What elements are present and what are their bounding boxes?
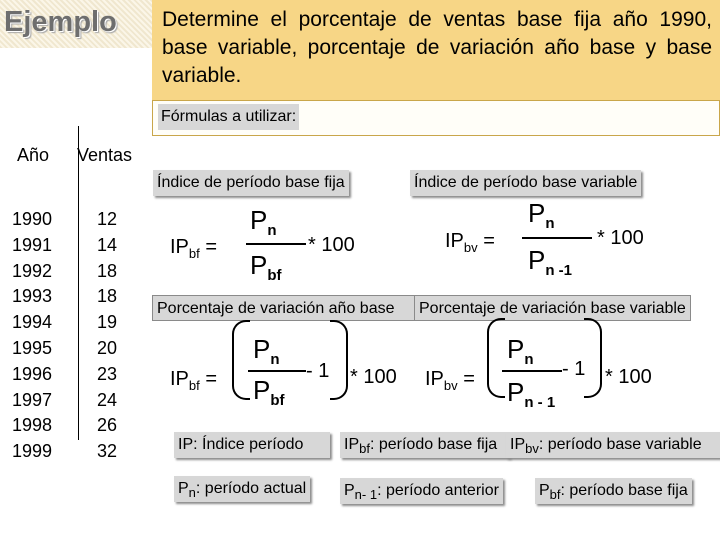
- pbf-denominator: $P_{bf}$: [253, 375, 285, 410]
- year-cell: 1999: [12, 441, 53, 462]
- legend-ip: IP: Índice período: [174, 432, 330, 458]
- sales-cell: 12: [97, 209, 118, 229]
- right-paren: [584, 318, 602, 398]
- sales-cell: 20: [97, 337, 118, 358]
- year-cell: 1996: [12, 363, 53, 384]
- times-100: * 100: [605, 366, 652, 388]
- fraction-bar: [246, 243, 306, 245]
- legend-pn: $P_n$: período actual: [174, 476, 310, 502]
- variable-index-heading: Índice de período base variable: [410, 170, 641, 196]
- pn-numerator: $P_n$: [507, 334, 534, 369]
- pn-numerator: $P_n$: [253, 334, 280, 369]
- right-paren: [330, 320, 348, 400]
- times-100: * 100: [308, 234, 355, 256]
- pct-variable-heading: Porcentaje de variación base variable: [414, 295, 691, 321]
- sales-cell: 19: [97, 312, 118, 333]
- page-title: Ejemplo: [4, 6, 117, 38]
- years-column: [12, 207, 62, 465]
- pct-fixed-heading: Porcentaje de variación año base: [152, 295, 417, 321]
- year-cell: 1998: [12, 415, 53, 436]
- sales-column: [97, 207, 127, 465]
- year-cell: 1995: [12, 337, 53, 358]
- year-cell: 1994: [12, 312, 53, 333]
- legend-ipbv: $IP_{bv}$: período base variable: [506, 432, 720, 458]
- sales-cell: 23: [97, 363, 118, 384]
- sales-cell: 24: [97, 389, 118, 410]
- legend-pn1: $P_{n- 1}$: período anterior: [340, 478, 503, 504]
- ipbf-lhs: $IP_{bf}$ =: [170, 236, 217, 261]
- pbf-denominator: $P_{bf}$: [250, 250, 282, 285]
- year-header: Año: [17, 145, 50, 165]
- year-cell: 1993: [12, 286, 53, 307]
- ipbv-lhs: $IP_{bv}$ =: [425, 368, 475, 393]
- times-100: * 100: [597, 227, 644, 249]
- year-cell: 1990: [12, 209, 53, 229]
- instruction-text: Determine el porcentaje de ventas base fija año 1990, base variable, porcentaje de variación año base y base variable.: [152, 0, 720, 100]
- sales-header: Ventas: [77, 145, 133, 165]
- year-cell: 1997: [12, 389, 53, 410]
- minus-one: - 1: [562, 358, 586, 380]
- fraction-bar: [502, 370, 562, 372]
- sales-cell: 18: [97, 260, 118, 281]
- sales-cell: 14: [97, 234, 118, 255]
- ipbv-lhs: $IP_{bv}$ =: [445, 230, 495, 255]
- sales-cell: 32: [97, 441, 118, 462]
- sales-cell: 18: [97, 286, 118, 307]
- left-paren: [232, 320, 250, 400]
- times-100: * 100: [350, 366, 397, 388]
- formulas-label: Fórmulas a utilizar:: [158, 104, 299, 130]
- ipbf-lhs: $IP_{bf}$ =: [170, 368, 217, 393]
- fixed-index-heading: Índice de período base fija: [153, 170, 349, 196]
- sales-cell: 26: [97, 415, 118, 436]
- legend-ipbf: $IP_{bf}$: período base fija: [340, 432, 510, 458]
- year-cell: 1992: [12, 260, 53, 281]
- minus-one: - 1: [306, 360, 330, 382]
- year-cell: 1991: [12, 234, 53, 255]
- pn1-denominator: $P_{n - 1}$: [507, 377, 556, 412]
- left-paren: [487, 318, 505, 398]
- fraction-bar: [522, 237, 592, 239]
- pn1-denominator: $P_{n -1}$: [528, 245, 573, 280]
- pn-numerator: $P_n$: [528, 198, 555, 233]
- legend-pbf: $P_{bf}$: período base fija: [535, 478, 692, 504]
- fraction-bar: [248, 370, 306, 372]
- table-divider: [78, 126, 79, 440]
- pn-numerator: $P_n$: [250, 205, 277, 240]
